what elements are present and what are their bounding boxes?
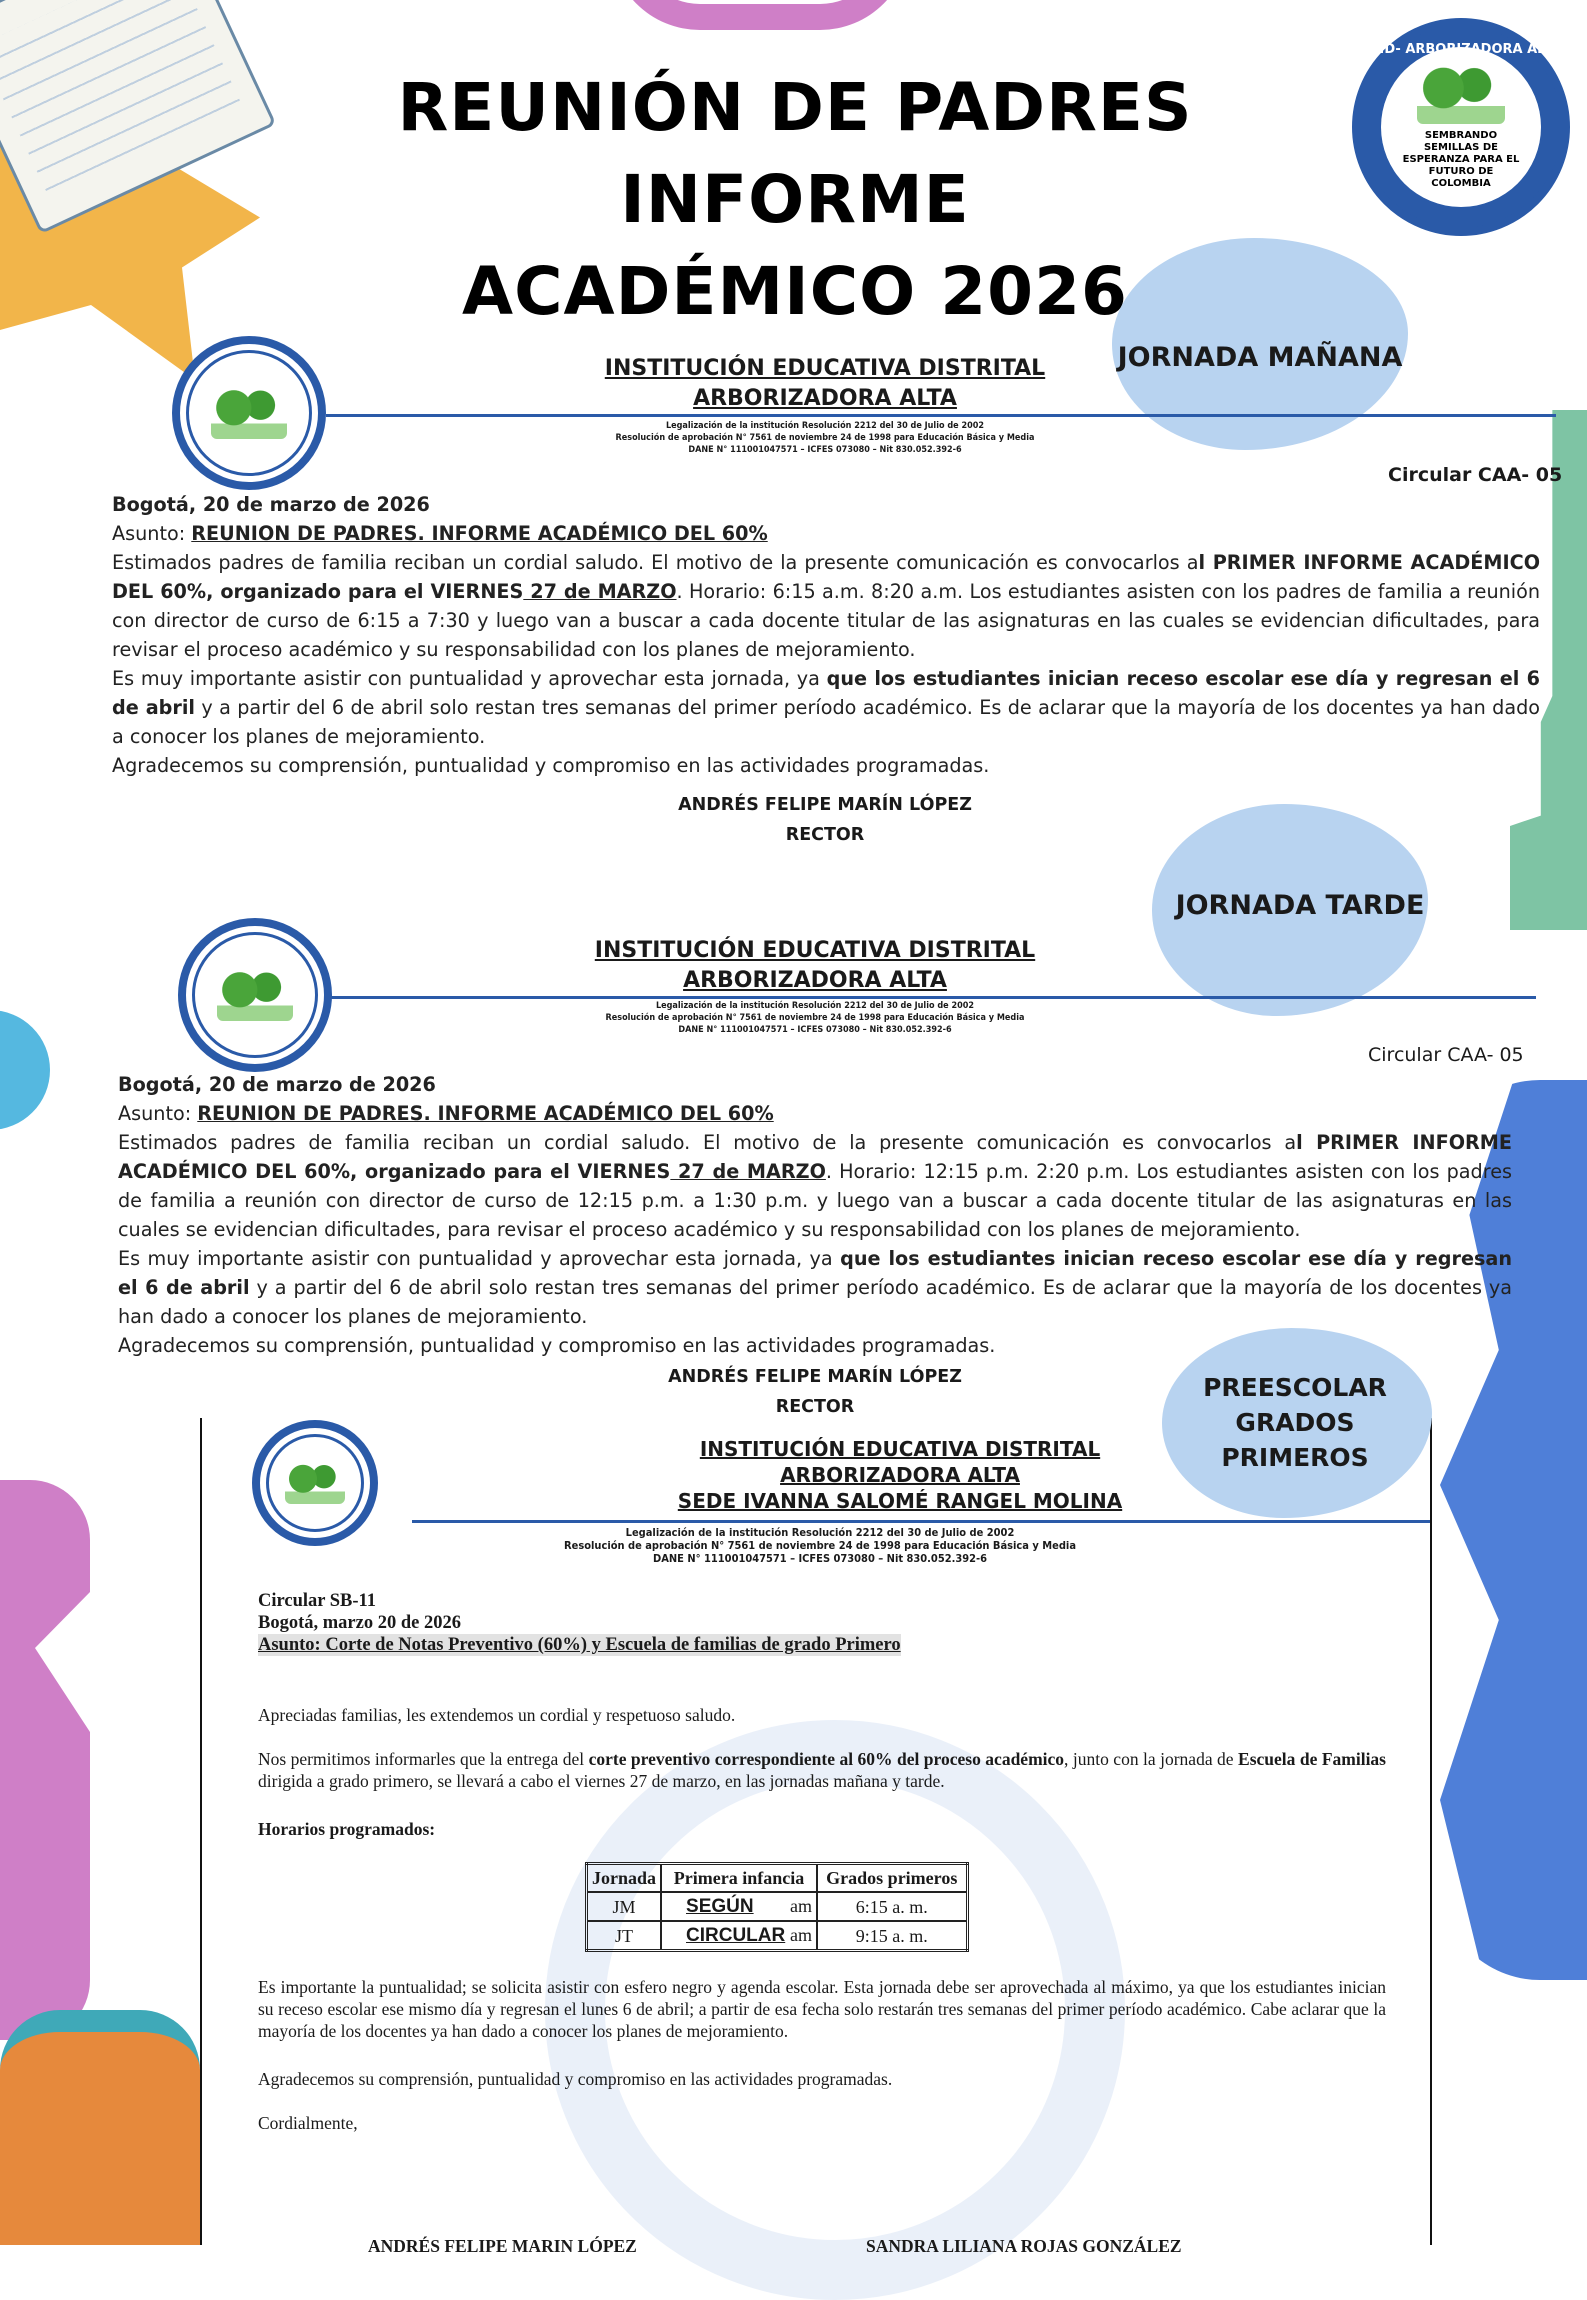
- letterhead-rule: [412, 1520, 1430, 1523]
- signature-tarde: ANDRÉS FELIPE MARÍN LÓPEZ RECTOR: [668, 1367, 962, 1417]
- letter-subject: REUNION DE PADRES. INFORME ACADÉMICO DEL 60%: [197, 1102, 774, 1125]
- backpack-illustration: [0, 2010, 200, 2245]
- poster-title-line1: REUNIÓN DE PADRES INFORME: [397, 69, 1193, 238]
- letter-subject: Asunto: Corte de Notas Preventivo (60%) y Escuela de familias de grado Primero: [258, 1635, 901, 1655]
- circular-number-tarde: Circular CAA- 05: [1368, 1044, 1524, 1066]
- letterhead-legal-tarde: Legalización de la institución Resolución 2212 del 30 de Julio de 2002 Resolución de aprobación N° 7561 de noviembre 24 de 1998 para Educación Básica y Media DANE N° 111001047571 – ICFES 073080 – Nit 830.052.392-6: [605, 1001, 1025, 1035]
- signature-manana: ANDRÉS FELIPE MARÍN LÓPEZ RECTOR: [678, 795, 972, 845]
- seal-motto: SEMBRANDO SEMILLAS DE ESPERANZA PARA EL FUTURO DE COLOMBIA: [1402, 130, 1520, 190]
- paragraph-thanks: Agradecemos su comprensión, puntualidad y compromiso en las actividades programadas.: [258, 2069, 893, 2089]
- greeting: Apreciadas familias, les extendemos un cordial y respetuoso saludo.: [258, 1705, 736, 1725]
- decorative-pink-arc: [610, 0, 910, 30]
- horarios-label: Horarios programados:: [258, 1819, 436, 1839]
- letterhead-rule: [326, 414, 1556, 417]
- jornada-tarde-label: JORNADA TARDE: [1175, 890, 1425, 921]
- letter-date: Bogotá, 20 de marzo de 2026: [118, 1073, 436, 1096]
- signer-coordinadora: SANDRA LILIANA ROJAS GONZÁLEZ: [866, 2236, 1182, 2256]
- circular-header-preescolar: [258, 1590, 901, 1656]
- preescolar-label: PREESCOLAR GRADOS PRIMEROS: [1203, 1373, 1387, 1472]
- paragraph-puntualidad: Es importante la puntualidad; se solicita asistir con esfero negro y agenda escolar. Esta jornada debe ser aprovechada al máximo, ya que los estudiantes inician su receso escolar ese mismo día y regresan el lunes 6 de abril; a partir de esa fecha solo restarán tres semanas del primer período académico. Cabe aclarar que la mayoría de los docentes ya han dado a conocer los planes de mejoramiento.: [258, 1977, 1386, 2041]
- letterhead-seal-preescolar: [252, 1420, 378, 1546]
- letterhead-legal-manana: Legalización de la institución Resolución 2212 del 30 de Julio de 2002 Resolución de aprobación N° 7561 de noviembre 24 de 1998 para Educación Básica y Media DANE N° 111001047571 – ICFES 073080 – Nit 830.052.392-6: [615, 421, 1035, 455]
- jornada-manana-label: JORNADA MAÑANA: [1117, 342, 1403, 373]
- letter-date: Bogotá, 20 de marzo de 2026: [112, 493, 430, 516]
- letterhead-title-preescolar: INSTITUCIÓN EDUCATIVA DISTRITAL ARBORIZADORA ALTA SEDE IVANNA SALOMÉ RANGEL MOLINA: [640, 1436, 1160, 1514]
- paragraph-info: Nos permitimos informarles que la entrega del corte preventivo correspondiente al 60% del proceso académico, junto con la jornada de Escuela de Familias dirigida a grado primero, se llevará a cabo el viernes 27 de marzo, en las jornadas mañana y tarde.: [258, 1749, 1386, 1791]
- trees-icon: [1417, 64, 1505, 125]
- sede-name: SEDE IVANNA SALOMÉ RANGEL MOLINA: [677, 1489, 1123, 1513]
- letterhead-title-tarde: INSTITUCIÓN EDUCATIVA DISTRITAL ARBORIZADORA ALTA: [594, 938, 1036, 993]
- letterhead-title-manana: INSTITUCIÓN EDUCATIVA DISTRITAL ARBORIZADORA ALTA: [604, 356, 1046, 411]
- letterhead-seal-tarde: [178, 918, 332, 1072]
- letterhead-rule: [330, 996, 1536, 999]
- seal-arc-text: I.E.D- ARBORIZADORA ALTA: [1360, 42, 1562, 57]
- school-seal-logo: [1352, 18, 1570, 236]
- letterhead-seal-manana: [172, 336, 326, 490]
- table-row: JT CIRCULAR am 9:15 a. m.: [587, 1921, 968, 1951]
- letter-date: Bogotá, marzo 20 de 2026: [258, 1613, 461, 1633]
- poster-title-line2: ACADÉMICO 2026: [462, 253, 1128, 330]
- horarios-table: [585, 1862, 969, 1952]
- letterhead-legal-preescolar: Legalización de la institución Resolución 2212 del 30 de Julio de 2002 Resolución de aprobación N° 7561 de noviembre 24 de 1998 para Educación Básica y Media DANE N° 111001047571 – ICFES 073080 – Nit 830.052.392-6: [563, 1526, 1076, 1565]
- letter-tarde: Bogotá, 20 de marzo de 2026 Asunto: REUNION DE PADRES. INFORME ACADÉMICO DEL 60% Estimados padres de familia reciban un cordial saludo. El motivo de la presente comunicación es convocarlos al PRIMER INFORME ACADÉMICO DEL 60%, organizado para el VIERNES 27 de MARZO. Horario: 12:15 p.m. 2:20 p.m. Los estudiantes asisten con los padres de familia a reunión con director de curso de 12:15 p.m. a 1:30 p.m. y luego van a buscar a cada docente titular de las asignaturas en las cuales se evidencian dificultades, para revisar el proceso académico y su responsabilidad con los planes de mejoramiento. Es muy importante asistir con puntualidad y aprovechar esta jornada, ya que los estudiantes inician receso escolar ese día y regresan el 6 de abril y a partir del 6 de abril solo restan tres semanas del primer período académico. Es de aclarar que la mayoría de los docentes ya han dado a conocer los planes de mejoramiento. Agradecemos su comprensión, puntualidad y compromiso en las actividades programadas.: [118, 1070, 1512, 1360]
- decorative-pink-shape: [0, 1480, 90, 2040]
- table-header-row: Jornada Primera infancia Grados primeros: [587, 1864, 968, 1893]
- letter-subject: REUNION DE PADRES. INFORME ACADÉMICO DEL 60%: [191, 522, 768, 545]
- circular-number-manana: Circular CAA- 05: [1388, 464, 1563, 486]
- signer-rector: ANDRÉS FELIPE MARIN LÓPEZ: [368, 2236, 637, 2256]
- table-row: JM SEGÚN am 6:15 a. m.: [587, 1892, 968, 1921]
- letter-manana: Bogotá, 20 de marzo de 2026 Asunto: REUNION DE PADRES. INFORME ACADÉMICO DEL 60% Estimados padres de familia reciban un cordial saludo. El motivo de la presente comunicación es convocarlos al PRIMER INFORME ACADÉMICO DEL 60%, organizado para el VIERNES 27 de MARZO. Horario: 6:15 a.m. 8:20 a.m. Los estudiantes asisten con los padres de familia a reunión con director de curso de 6:15 a 7:30 y luego van a buscar a cada docente titular de las asignaturas en las cuales se evidencian dificultades, para revisar el proceso académico y su responsabilidad con los planes de mejoramiento. Es muy importante asistir con puntualidad y aprovechar esta jornada, ya que los estudiantes inician receso escolar ese día y regresan el 6 de abril y a partir del 6 de abril solo restan tres semanas del primer período académico. Es de aclarar que la mayoría de los docentes ya han dado a conocer los planes de mejoramiento. Agradecemos su comprensión, puntualidad y compromiso en las actividades programadas.: [112, 490, 1540, 780]
- decorative-cyan-shape: [0, 1010, 50, 1130]
- circular-number: Circular SB-11: [258, 1591, 377, 1611]
- closing: Cordialmente,: [258, 2113, 358, 2133]
